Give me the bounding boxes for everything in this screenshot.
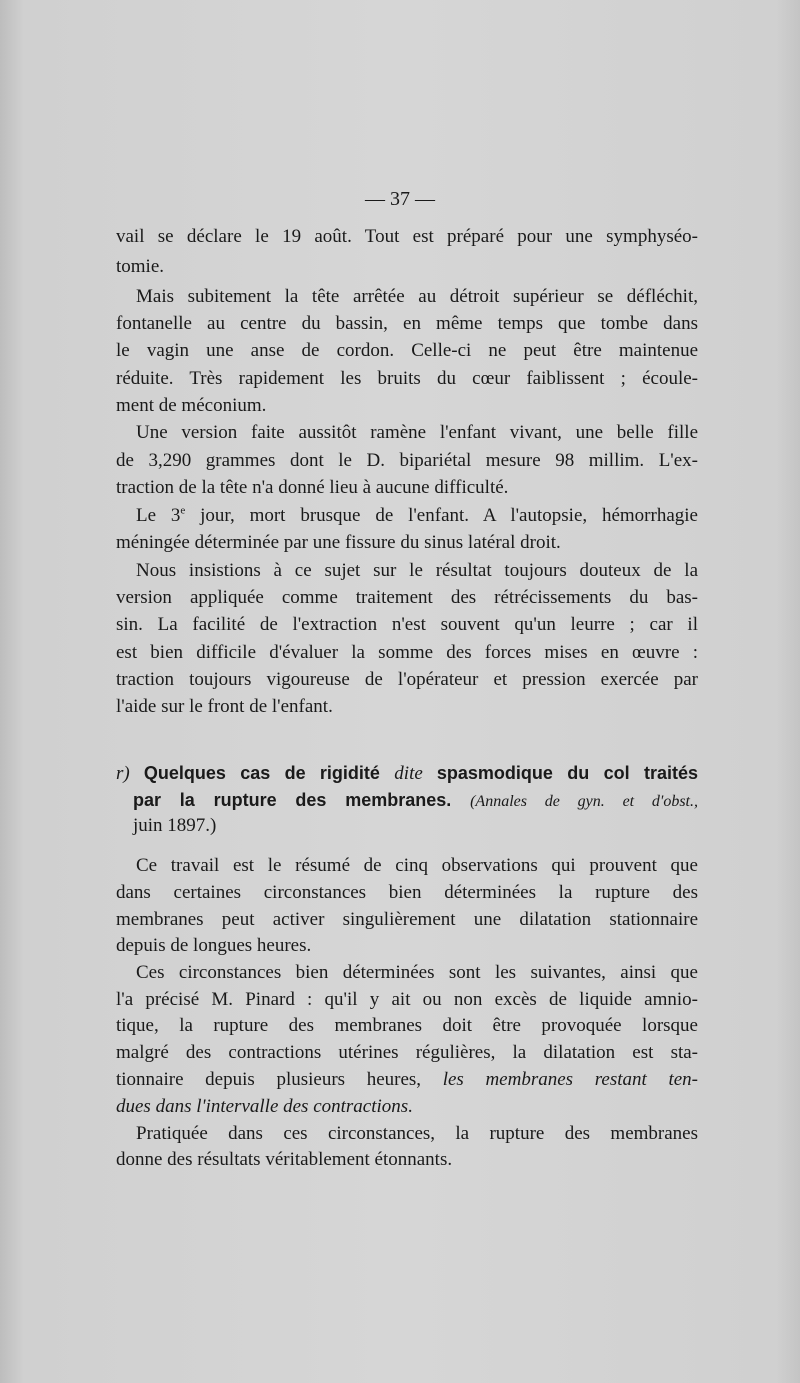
italic-text: r): [116, 763, 144, 784]
heading-text: Quelques cas de rigidité: [143, 763, 395, 783]
text-line: est bien difficile d'évaluer la somme des forces mises en œuvre :: [116, 642, 698, 663]
text-line: méningée déterminée par une fissure du sinus latéral droit.: [116, 532, 561, 553]
text-line: dues dans l'intervalle des contractions.: [116, 1096, 413, 1117]
heading-text: par la rupture des membranes.: [133, 790, 471, 810]
section-heading-line: [116, 762, 698, 784]
text-line: réduite. Très rapidement les bruits du cœur faiblissent ; écoule-: [116, 368, 698, 389]
text-segment: jour, mort brusque de l'enfant. A l'autopsie, hémorrhagie: [185, 505, 698, 526]
section-heading-line: juin 1897.): [133, 815, 217, 836]
text-line: donne des résultats véritablement étonnants.: [116, 1149, 453, 1170]
text-line: sin. La facilité de l'extraction n'est souvent qu'un leurre ; car il: [116, 614, 698, 635]
text-line: Une version faite aussitôt ramène l'enfant vivant, une belle fille: [136, 422, 698, 443]
section-heading-line: [133, 789, 698, 811]
italic-text: les membranes restant ten-: [442, 1069, 698, 1090]
text-line: le vagin une anse de cordon. Celle-ci ne peut être maintenue: [116, 340, 698, 361]
text-line: fontanelle au centre du bassin, en même temps que tombe dans: [116, 313, 698, 334]
text-line: l'a précisé M. Pinard : qu'il y ait ou non excès de liquide amnio-: [116, 989, 698, 1010]
text-line: vail se déclare le 19 août. Tout est préparé pour une symphyséo-: [116, 226, 698, 247]
text-line: membranes peut activer singulièrement une dilatation stationnaire: [116, 909, 698, 930]
text-line: Mais subitement la tête arrêtée au détroit supérieur se défléchit,: [136, 286, 698, 307]
page-number: — 37 —: [365, 188, 435, 210]
text-segment: e: [180, 504, 186, 517]
text-segment: tionnaire depuis plusieurs heures,: [116, 1069, 443, 1090]
italic-text: (Annales de gyn. et d'obst.,: [470, 793, 699, 810]
text-line: l'aide sur le front de l'enfant.: [116, 696, 333, 717]
text-line: version appliquée comme traitement des rétrécissements du bas-: [116, 587, 698, 608]
text-line: Nous insistions à ce sujet sur le résultat toujours douteux de la: [136, 560, 698, 581]
text-line: Ces circonstances bien déterminées sont les suivantes, ainsi que: [136, 962, 698, 983]
text-line: traction toujours vigoureuse de l'opérateur et pression exercée par: [116, 669, 698, 690]
text-line: tique, la rupture des membranes doit être provoquée lorsque: [116, 1015, 698, 1036]
italic-text: dite: [394, 763, 437, 784]
text-line: ment de méconium.: [116, 395, 267, 416]
heading-text: spasmodique du col traités: [436, 763, 698, 783]
text-line: Ce travail est le résumé de cinq observations qui prouvent que: [136, 855, 698, 876]
text-line: Pratiquée dans ces circonstances, la rupture des membranes: [136, 1123, 698, 1144]
text-line: de 3,290 grammes dont le D. bipariétal mesure 98 millim. L'ex-: [116, 450, 698, 471]
text-line: dans certaines circonstances bien déterminées la rupture des: [116, 882, 698, 903]
text-line: depuis de longues heures.: [116, 935, 312, 956]
text-line: [116, 1069, 698, 1091]
text-line: traction de la tête n'a donné lieu à aucune difficulté.: [116, 477, 509, 498]
text-line: tomie.: [116, 256, 165, 277]
text-line: [136, 505, 698, 527]
text-segment: Le 3: [136, 505, 181, 526]
text-line: malgré des contractions utérines régulières, la dilatation est sta-: [116, 1042, 698, 1063]
